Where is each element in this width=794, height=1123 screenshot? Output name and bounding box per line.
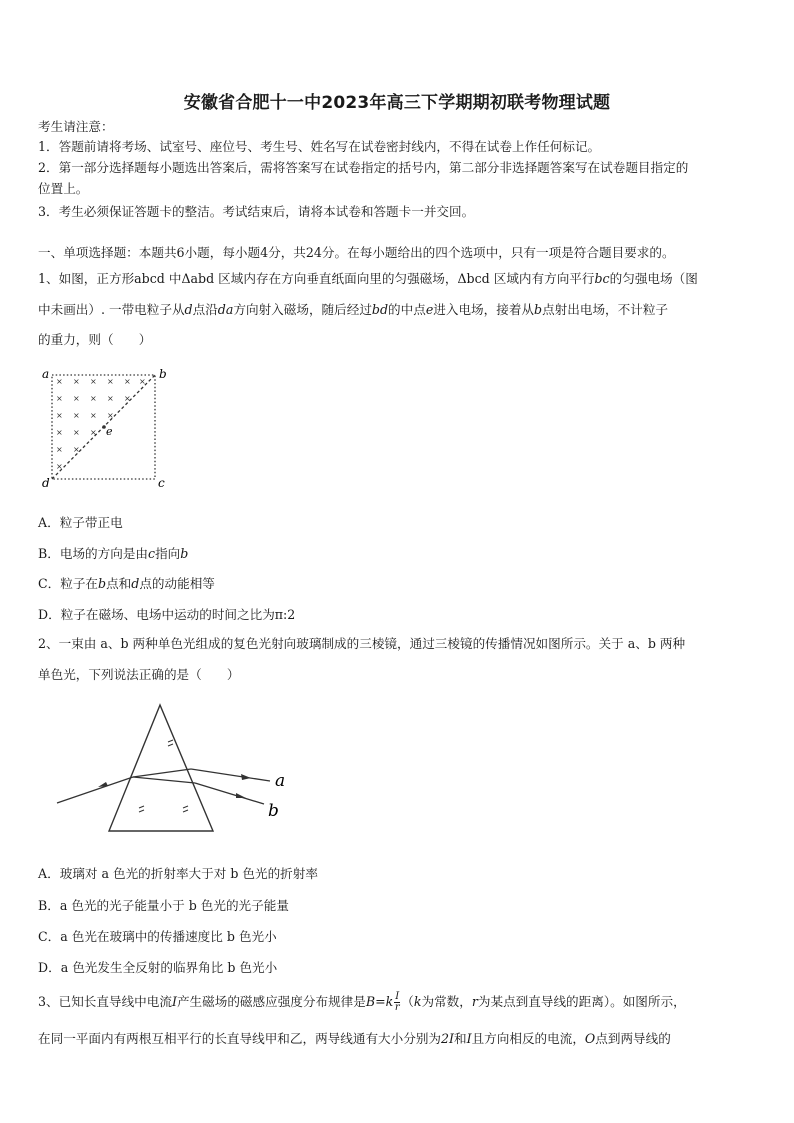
- notice-item: 3．考生必须保证答题卡的整洁。考试结束后，请将本试卷和答题卡一并交回。: [38, 204, 475, 219]
- svg-text:×: ×: [107, 394, 114, 403]
- svg-text:×: ×: [139, 377, 146, 386]
- formula-fraction: $\frac{I}{r}$: [394, 991, 400, 1013]
- q2-option-c[interactable]: C．a 色光在玻璃中的传播速度比 b 色光小: [38, 929, 277, 944]
- label-e: e: [106, 425, 113, 438]
- svg-text:×: ×: [90, 411, 97, 420]
- q3-stem-line1: 3、已知长直导线中电流I产生磁场的磁感应强度分布规律是B=k $\frac{I}{r}$ （k为常数，r为某点到直导线的距离）。如图所示，: [38, 991, 686, 1013]
- refracted-ray-a: [133, 769, 191, 777]
- svg-text:×: ×: [73, 394, 80, 403]
- q1-option-d[interactable]: D．粒子在磁场、电场中运动的时间之比为π:2: [38, 607, 296, 622]
- q1-stem-line1: 1、如图，正方形abcd 中Δabd 区域内存在方向垂直纸面向里的匀强磁场，Δbcd 区域内有方向平行bc的匀强电场（图: [38, 271, 698, 286]
- q1-option-c[interactable]: C．粒子在b点和d点的动能相等: [38, 576, 215, 591]
- page-title: 安徽省合肥十一中2023年高三下学期期初联考物理试题: [183, 93, 611, 113]
- glass-hatch-marks: [139, 740, 188, 812]
- q2-option-d[interactable]: D．a 色光发生全反射的临界角比 b 色光小: [38, 960, 278, 975]
- svg-text:×: ×: [124, 394, 131, 403]
- q2-stem-line2: 单色光，下列说法正确的是（ ）: [38, 667, 240, 682]
- emergent-ray-b: [195, 783, 264, 804]
- q1-stem-line2: 中未画出）. 一带电粒子从d点沿da方向射入磁场，随后经过bd的中点e进入电场，接着从b点射出电场，不计粒子: [38, 302, 669, 317]
- label-c: c: [158, 476, 165, 490]
- emergent-ray-a: [191, 769, 270, 781]
- ray-label-b: b: [268, 801, 279, 821]
- svg-text:×: ×: [90, 377, 97, 386]
- q1-square-figure: [38, 362, 178, 492]
- svg-text:×: ×: [124, 377, 131, 386]
- q2-stem-line1: 2、一束由 a、b 两种单色光组成的复色光射向玻璃制成的三棱镜，通过三棱镜的传播情况如图所示。关于 a、b 两种: [38, 636, 686, 651]
- svg-text:×: ×: [90, 394, 97, 403]
- q3-stem-line2: 在同一平面内有两根互相平行的长直导线甲和乙，两导线通有大小分别为2I和I且方向相反的电流，O点到两导线的: [38, 1031, 671, 1046]
- notice-item: 1．答题前请将考场、试室号、座位号、考生号、姓名写在试卷密封线内，不得在试卷上作任何标记。: [38, 139, 601, 154]
- label-d: d: [42, 476, 50, 490]
- svg-text:×: ×: [56, 462, 63, 471]
- svg-text:×: ×: [56, 411, 63, 420]
- q1-stem-line3: 的重力，则（ ）: [38, 332, 152, 347]
- svg-text:×: ×: [73, 411, 80, 420]
- label-a: a: [42, 367, 50, 381]
- q2-option-b[interactable]: B．a 色光的光子能量小于 b 色光的光子能量: [38, 898, 289, 913]
- q2-option-a[interactable]: A．玻璃对 a 色光的折射率大于对 b 色光的折射率: [38, 866, 318, 881]
- svg-text:×: ×: [56, 394, 63, 403]
- refracted-ray-b: [133, 777, 195, 783]
- svg-text:×: ×: [73, 377, 80, 386]
- svg-text:×: ×: [73, 445, 80, 454]
- svg-text:×: ×: [56, 377, 63, 386]
- notice-item: 位置上。: [38, 181, 89, 196]
- notice-item: 2．第一部分选择题每小题选出答案后，需将答案写在试卷指定的括号内，第二部分非选择题答案写在试卷题目指定的: [38, 160, 689, 175]
- notice-heading: 考生请注意：: [38, 119, 114, 134]
- q1-option-b[interactable]: B．电场的方向是由c指向b: [38, 546, 189, 561]
- label-b: b: [159, 367, 167, 381]
- svg-text:×: ×: [56, 445, 63, 454]
- section-heading: 一、单项选择题：本题共6小题，每小题4分，共24分。在每小题给出的四个选项中，只有一项是符合题目要求的。: [38, 245, 675, 260]
- magnetic-field-marks: [56, 377, 146, 471]
- svg-text:×: ×: [90, 428, 97, 437]
- svg-text:×: ×: [56, 428, 63, 437]
- svg-text:×: ×: [107, 411, 114, 420]
- svg-text:×: ×: [73, 428, 80, 437]
- q1-option-a[interactable]: A．粒子带正电: [38, 515, 123, 530]
- svg-text:×: ×: [107, 377, 114, 386]
- q2-prism-figure: [50, 700, 300, 835]
- ray-label-a: a: [275, 771, 286, 791]
